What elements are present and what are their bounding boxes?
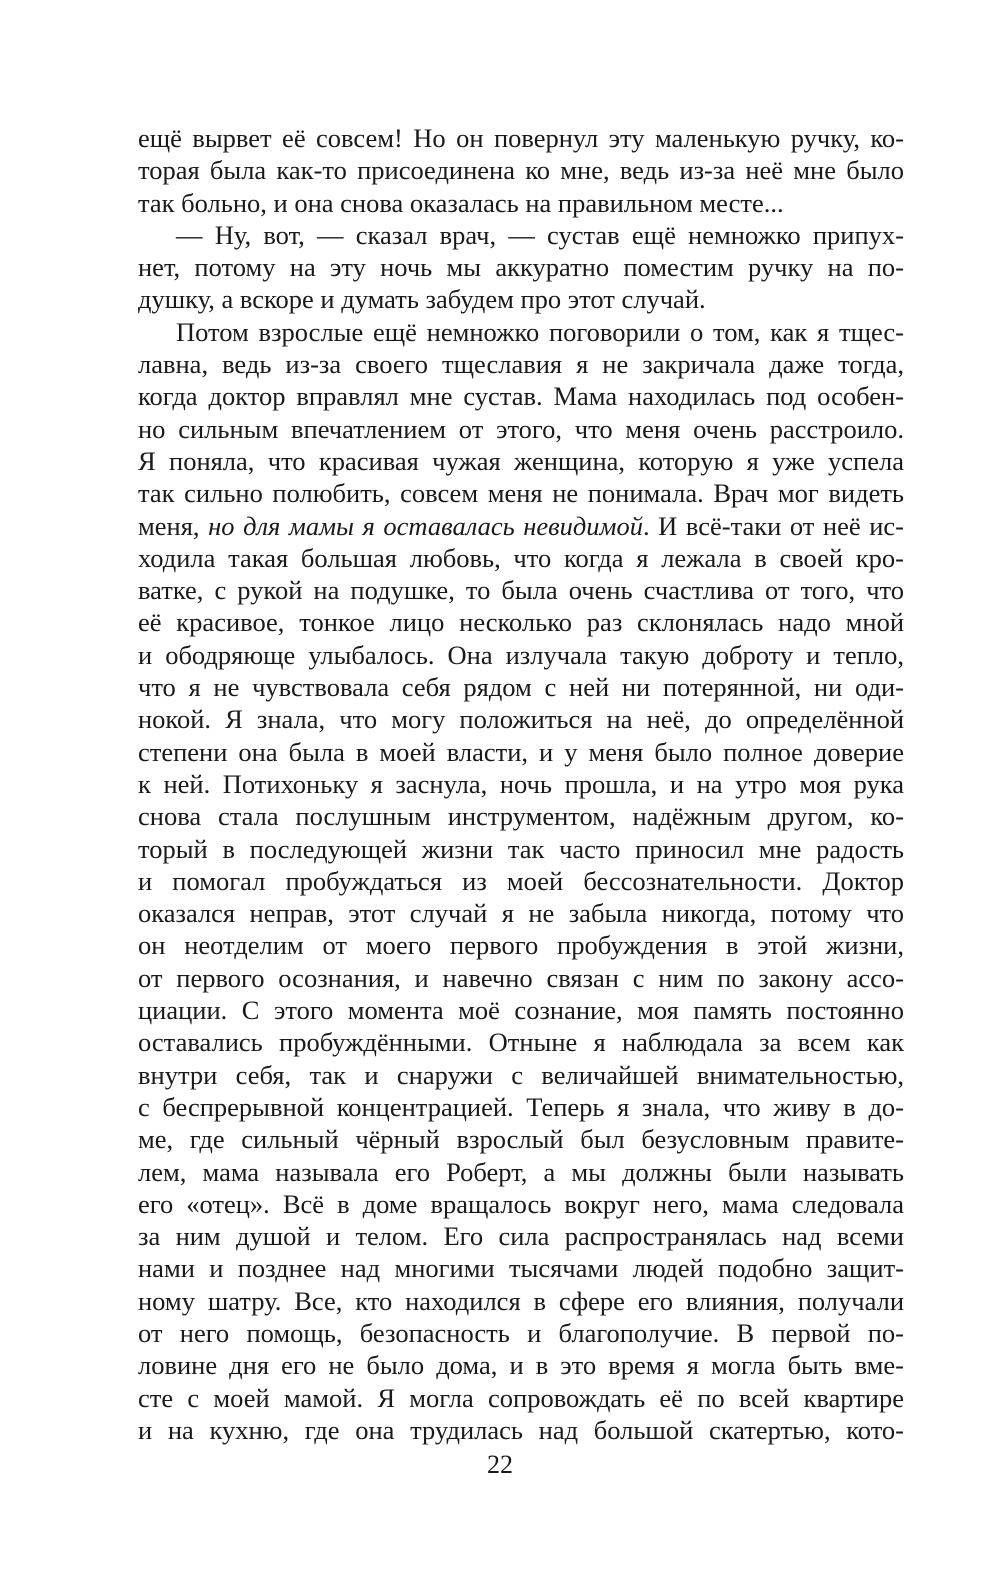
text-line: лем, мама называла его Роберт, а мы должны были называть — [138, 1156, 904, 1187]
text-line: ходила такая большая любовь, что когда я лежала в своей кро- — [138, 542, 904, 573]
text-line: ному шатру. Все, кто находился в сфере его влияния, получали — [138, 1285, 904, 1316]
text-line: когда доктор вправлял мне сустав. Мама находилась под особен- — [138, 381, 904, 412]
text-line: внутри себя, так и снаружи с величайшей внимательностью, — [138, 1059, 904, 1090]
text-line: циации. С этого момента моё сознание, моя память постоянно — [138, 995, 904, 1026]
text-line: — Ну, вот, — сказал врач, — сустав ещё немножко припух- — [176, 219, 904, 250]
paragraph — [138, 122, 904, 219]
text-line: и ободряюще улыбалось. Она излучала такую доброту и тепло, — [138, 639, 904, 670]
text-line: его «отец». Всё в доме вращалось вокруг него, мама следовала — [138, 1188, 904, 1219]
text-line: степени она была в моей власти, и у меня было полное доверие — [138, 736, 904, 767]
text-line: ме, где сильный чёрный взрослый был безусловным правите- — [138, 1124, 904, 1155]
text-line: торый в последующей жизни так часто приносил мне радость — [138, 833, 904, 864]
page-number: 22 — [487, 1450, 513, 1479]
paragraph — [138, 219, 904, 316]
text-line: от первого осознания, и навечно связан с ним по закону ассо- — [138, 962, 904, 993]
text-line: и помогал пробуждаться из моей бессознательности. Доктор — [138, 865, 904, 896]
text-line: ловине дня его не было дома, и в это время я могла быть вме- — [138, 1350, 904, 1381]
text-line: снова стала послушным инструментом, надёжным другом, ко- — [138, 801, 904, 832]
text-line: но сильным впечатлением от этого, что меня очень расстроило. — [138, 413, 904, 444]
text-line: что я не чувствовала себя рядом с ней ни потерянной, ни оди- — [138, 672, 904, 703]
text-line: нами и позднее над многими тысячами людей подобно защит- — [138, 1253, 904, 1284]
text-line: торая была как-то присоединена ко мне, ведь из-за неё мне было — [138, 155, 904, 186]
text-line: нокой. Я знала, что могу положиться на неё, до определённой — [138, 704, 904, 735]
text-line: ватке, с рукой на подушке, то была очень счастлива от того, что — [138, 575, 904, 606]
text-line: и на кухню, где она трудилась над большой скатертью, кото- — [138, 1414, 904, 1445]
text-line: он неотделим от моего первого пробуждения в этой жизни, — [138, 930, 904, 961]
text-line: от него помощь, безопасность и благополучие. В первой по- — [138, 1317, 904, 1348]
text-line: сте с моей мамой. Я могла сопровождать её по всей квартире — [138, 1382, 904, 1413]
text-line: Потом взрослые ещё немножко поговорили о том, как я тщес- — [176, 316, 904, 347]
line-suffix: . И всё-таки от неё ис- — [642, 510, 904, 541]
text-line: нет, потому на эту ночь мы аккуратно поместим ручку на по- — [138, 252, 904, 283]
paragraph-continuation — [138, 542, 904, 1446]
italic-phrase: но для мамы я оставалась невидимой — [208, 510, 643, 541]
text-line: за ним душой и телом. Его сила распространялась над всеми — [138, 1221, 904, 1252]
text-line: душку, а вскоре и думать забудем про этот случай. — [138, 284, 706, 315]
text-line: так больно, и она снова оказалась на правильном месте... — [138, 187, 784, 218]
text-line: к ней. Потихоньку я заснула, ночь прошла, и на утро моя рука — [138, 768, 904, 799]
text-line: её красивое, тонкое лицо несколько раз склонялась надо мной — [138, 607, 904, 638]
text-line: Я поняла, что красивая чужая женщина, которую я уже успела — [138, 445, 904, 476]
text-line: с беспрерывной концентрацией. Теперь я знала, что живу в до- — [138, 1091, 904, 1122]
text-line: оставались пробуждёнными. Отныне я наблюдала за всем как — [138, 1027, 904, 1058]
line-prefix: меня, — [138, 510, 209, 541]
text-line: так сильно полюбить, совсем меня не понимала. Врач мог видеть — [138, 478, 904, 509]
paragraph — [138, 316, 904, 1446]
text-line: лавна, ведь из-за своего тщеславия я не закричала даже тогда, — [138, 349, 904, 380]
text-line: оказался неправ, этот случай я не забыла никогда, потому что — [138, 898, 904, 929]
text-line-with-italic — [138, 510, 904, 542]
page-body — [138, 122, 904, 1446]
text-line: ещё вырвет её совсем! Но он повернул эту маленькую ручку, ко- — [138, 123, 904, 153]
